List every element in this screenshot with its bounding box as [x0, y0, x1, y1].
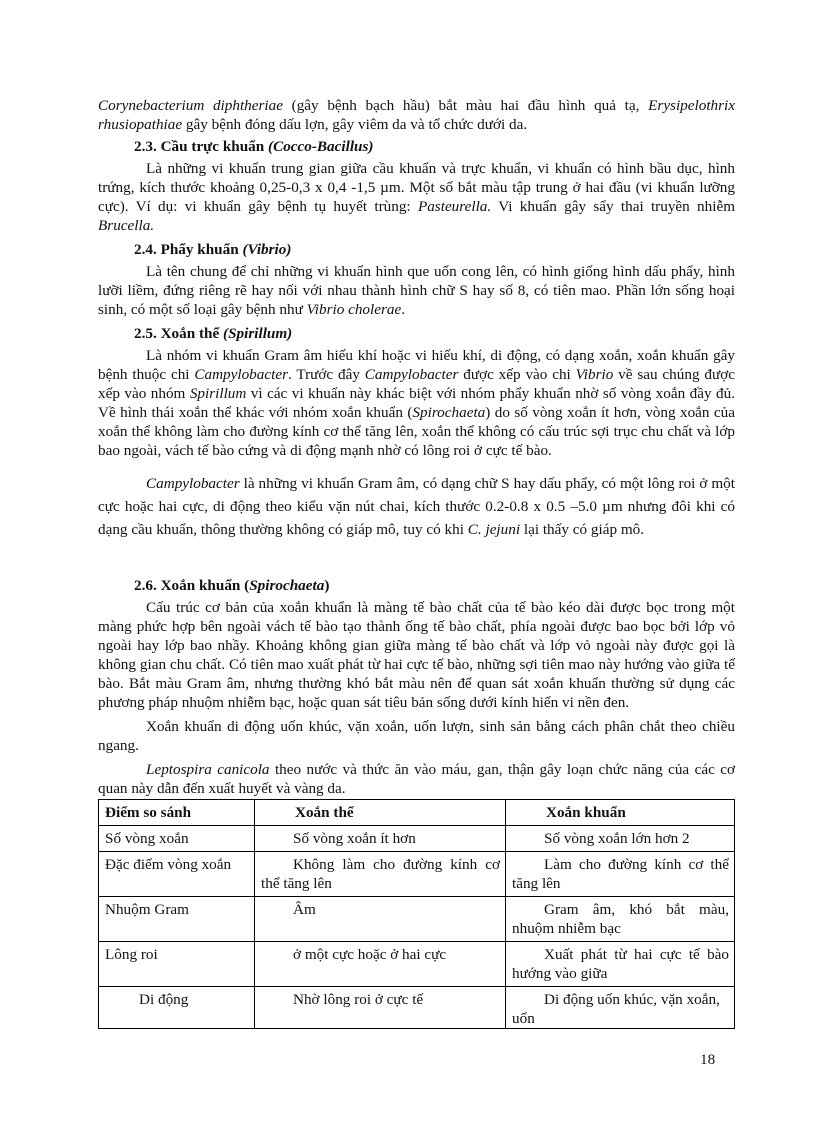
table-cell: Nhờ lông roi ở cực tế	[255, 987, 506, 1029]
table-cell: Di động uốn khúc, vặn xoắn, uốn	[506, 987, 735, 1029]
section-heading-2-4: 2.4. Phẩy khuẩn (Vibrio)	[134, 241, 292, 258]
table-header: Xoắn thể	[255, 800, 506, 826]
table-cell: Số vòng xoắn ít hơn	[255, 826, 506, 852]
paragraph-spirochaeta-motility: Xoắn khuẩn di động uốn khúc, vặn xoắn, uốn lượn, sinh sản bằng cách phân chắt theo chiều ngang.	[98, 718, 735, 754]
table-cell: ở một cực hoặc ở hai cực	[255, 942, 506, 987]
table-cell: Không làm cho đường kính cơ thể tăng lên	[255, 852, 506, 897]
table-row	[99, 942, 735, 987]
paragraph-vibrio: Là tên chung để chỉ những vi khuẩn hình que uốn cong lên, có hình giống hình dấu phẩy, hình lưỡi liềm, đứng riêng rẽ hay nối với nhau thành hình chữ S hay số 8, có tiên mao. Phần lớn sống hoại sinh, có một số loại gây bệnh như Vibrio cholerae.	[98, 263, 735, 318]
table-row	[99, 826, 735, 852]
table-cell: Đặc điểm vòng xoắn	[99, 852, 255, 897]
table-row	[99, 852, 735, 897]
table-header: Điểm so sánh	[99, 800, 255, 826]
table-cell: Âm	[255, 897, 506, 942]
section-heading-2-6: 2.6. Xoắn khuẩn (Spirochaeta)	[134, 577, 330, 594]
paragraph-spirillum: Là nhóm vi khuẩn Gram âm hiếu khí hoặc vi hiếu khí, di động, có dạng xoắn, xoắn khuẩn gây bệnh thuộc chi Campylobacter. Trước đây Campylobacter được xếp vào chi Vibrio về sau chúng được xếp vào nhóm Spirillum vì các vi khuẩn này khác biệt với nhóm phẩy khuẩn nhờ số vòng xoắn đầy đủ. Về hình thái xoắn thể khác với nhóm xoắn khuẩn (Spirochaeta) do số vòng xoắn ít hơn, vòng xoắn của xoắn thể không làm cho đường kính cơ thể tăng lên, xoắn thể không có cấu trúc sợi trục chu chất và lớp bao ngoài, vách tế bào cứng và di động mạnh nhờ có lông roi ở cực tế bào.	[98, 347, 735, 459]
species-name: Erysipelothrix rhusiopathiae	[98, 97, 736, 133]
table-header: Xoắn khuẩn	[506, 800, 735, 826]
table-cell: Di động	[99, 987, 255, 1029]
comparison-table	[98, 799, 735, 1029]
table-cell: Gram âm, khó bắt màu, nhuộm nhiễm bạc	[506, 897, 735, 942]
page-number: 18	[700, 1051, 716, 1068]
paragraph-cocco-bacillus: Là những vi khuẩn trung gian giữa cầu khuẩn và trực khuẩn, vi khuẩn có hình bầu dục, hình trứng, kích thước khoảng 0,25-0,3 x 0,4 -1,5 µm. Một số bắt màu tập trung ở hai đầu (vi khuẩn lưỡng cực). Ví dụ: vi khuẩn gây bệnh tụ huyết trùng: Pasteurella. Vi khuẩn gây sẩy thai truyền nhiễm Brucella.	[98, 160, 736, 234]
table-cell: Lông roi	[99, 942, 255, 987]
section-heading-2-5: 2.5. Xoắn thể (Spirillum)	[134, 325, 293, 342]
paragraph-spirochaeta-structure: Cấu trúc cơ bản của xoắn khuẩn là màng tế bào chất của tế bào kéo dài được bọc trong một màng phức hợp bên ngoài vách tế bào tạo thành ống tế bào chất, phía ngoài được bao bọc bởi lớp vỏ ngoài hay lớp bao nhầy. Khoảng không gian giữa màng tế bào chất và lớp vỏ ngoài này được gọi là không gian chu chất. Có tiên mao xuất phát từ hai cực tế bào, những sợi tiên mao này hướng vào giữa tế bào. Bắt màu Gram âm, nhưng thường khó bắt màu nên để quan sát xoắn khuẩn thường sử dụng các phương pháp nhuộm nhiễm bạc, hoặc quan sát tiêu bản sống dưới kính hiển vi nền đen.	[98, 599, 735, 711]
table-header-row	[99, 800, 735, 826]
section-heading-2-3: 2.3. Cầu trực khuẩn (Cocco-Bacillus)	[134, 138, 374, 155]
table-cell: Nhuộm Gram	[99, 897, 255, 942]
paragraph-intro: Corynebacterium diphtheriae (gây bệnh bạch hầu) bắt màu hai đầu hình quả tạ, Erysipelothrix rhusiopathiae gây bệnh đóng dấu lợn, gây viêm da và tổ chức dưới da.	[98, 97, 736, 133]
paragraph-campylobacter: Campylobacter là những vi khuẩn Gram âm, có dạng chữ S hay dấu phẩy, có một lông roi ở một cực hoặc hai cực, di động theo kiểu vặn nút chai, kích thước 0.2-0.8 x 0.5 –5.0 µm nhưng đôi khi có dạng cầu khuẩn, thông thường không có giáp mô, tuy có khi C. jejuni lại thấy có giáp mô.	[98, 475, 735, 538]
table-cell: Làm cho đường kính cơ thể tăng lên	[506, 852, 735, 897]
paragraph-leptospira: Leptospira canicola theo nước và thức ăn vào máu, gan, thận gây loạn chức năng của các cơ quan này dẫn đến xuất huyết và vàng da.	[98, 761, 735, 797]
table-row	[99, 987, 735, 1029]
table-cell: Số vòng xoắn	[99, 826, 255, 852]
species-name: Corynebacterium diphtheriae	[98, 97, 283, 114]
table-cell: Xuất phát từ hai cực tế bào hướng vào giữa	[506, 942, 735, 987]
document-page	[98, 96, 735, 1029]
table-row	[99, 897, 735, 942]
table-cell: Số vòng xoắn lớn hơn 2	[506, 826, 735, 852]
